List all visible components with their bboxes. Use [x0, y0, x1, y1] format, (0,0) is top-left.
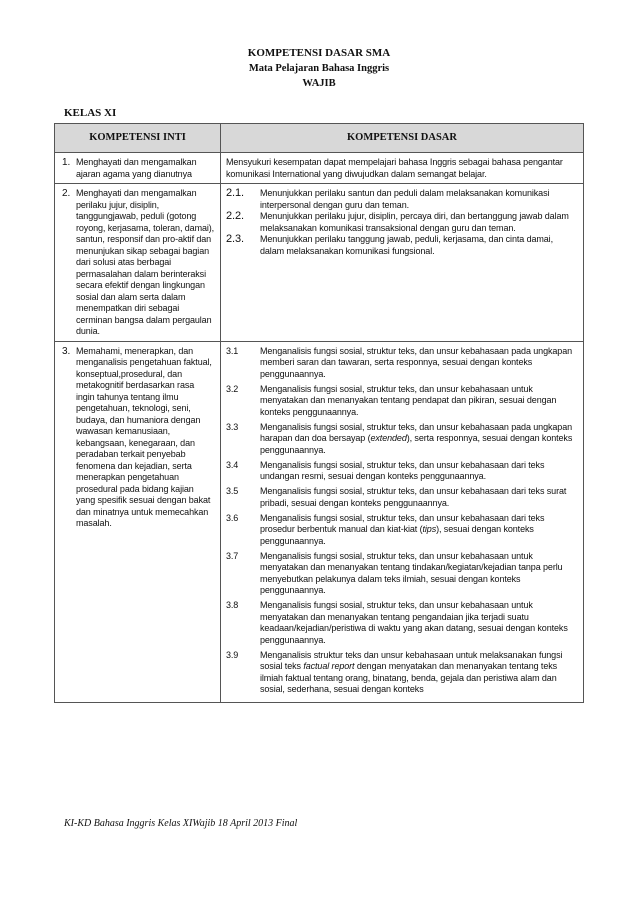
kd-item [226, 600, 576, 646]
header-kompetensi-inti: KOMPETENSI INTI [55, 124, 221, 153]
ki-text: Menghayati dan mengamalkan ajaran agama yang dianutnya [76, 157, 197, 179]
doc-title: KOMPETENSI DASAR SMA [247, 47, 391, 59]
kd-number: 2.1. [226, 187, 244, 199]
kd-text: Menganalisis fungsi sosial, struktur teks, dan unsur kebahasaan dari teks prosedur berbentuk manual dan kiat-kiat (tips), sesuai dengan konteks penggunaannya. [260, 512, 545, 546]
doc-category: WAJIB [302, 78, 336, 89]
kd-text: Menganalisis fungsi sosial, struktur teks, dan unsur kebahasaan pada ungkapan memberi saran dan tawaran, serta responnya, sesuai dengan konteks penggunaannya. [260, 345, 573, 379]
ki-cell [55, 153, 221, 184]
kd-item [226, 384, 576, 419]
document-header [0, 46, 638, 91]
doc-subject: Mata Pelajaran Bahasa Inggris [248, 63, 390, 74]
ki-cell [55, 341, 221, 703]
kd-item [226, 513, 576, 548]
kd-number: 3.9 [226, 649, 239, 660]
kd-cell [221, 184, 584, 342]
competency-table [54, 123, 584, 703]
kd-number: 2.2. [226, 210, 244, 222]
kd-number: 3.2 [226, 383, 239, 394]
kd-text: Menganalisis fungsi sosial, struktur teks, dan unsur kebahasaan untuk menyatakan dan menanyakan tentang pengandaian jika terjadi suatu keadaan/kejadian/peristiwa di waktu yang akan datang, sesuai dengan konteks penggunaannya. [260, 600, 568, 645]
kd-item [226, 211, 576, 234]
kd-text: Menganalisis fungsi sosial, struktur teks, dan unsur kebahasaan untuk menyatakan dan menanyakan tentang tindakan/kegiatan/kejadian tanpa perlu menyebutkan pelakunya dalam teks ilmiah, sesuai dengan konteks penggunaannya. [260, 550, 563, 595]
kd-item [226, 234, 576, 257]
kd-text: Menganalisis fungsi sosial, struktur teks, dan unsur kebahasaan dari teks surat pribadi, sesuai dengan konteks penggunaannya. [260, 486, 567, 508]
kd-number: 2.3. [226, 233, 244, 245]
ki-number: 1. [62, 157, 71, 168]
table-row [55, 153, 584, 184]
table-row [55, 341, 584, 703]
header-kompetensi-dasar: KOMPETENSI DASAR [221, 124, 584, 153]
kd-number: 3.8 [226, 600, 239, 610]
class-heading: KELAS XI [64, 107, 117, 119]
kd-item [226, 650, 576, 696]
kd-number: 3.7 [226, 550, 239, 561]
ki-text: Memahami, menerapkan, dan menganalisis pengetahuan faktual, konseptual,prosedural, dan metakognitif berdasarkan rasa ingin tahunya tentang ilmu pengetahuan, teknologi, seni, budaya, dan humaniora dengan wawasan kemanusiaan, kebangsaan, kenegaraan, dan peradaban terkait penyebab fenomena dan kejadian, serta menerapkan pengetahuan prosedural pada bidang kajian yang spesifik sesuai dengan bakat dan minatnya untuk memecahkan masalah. [76, 345, 212, 528]
ki-number: 3. [62, 345, 71, 357]
kd-number: 3.6 [226, 512, 239, 523]
kd-cell [221, 153, 584, 184]
kd-text: Menganalisis fungsi sosial, struktur teks, dan unsur kebahasaan dari teks undangan resmi, sesuai dengan konteks penggunaannya. [260, 459, 545, 481]
kd-item [226, 422, 576, 457]
kd-cell [221, 341, 584, 703]
kd-text: Mensyukuri kesempatan dapat mempelajari bahasa Inggris sebagai bahasa pengantar komunikasi International yang diwujudkan dalam semangat belajar. [226, 157, 563, 179]
kd-text: Menganalisis fungsi sosial, struktur teks, dan unsur kebahasaan untuk menyatakan dan menanyakan tentang pendapat dan pikiran, sesuai dengan konteks penggunaannya. [260, 383, 557, 417]
kd-number: 3.3 [226, 421, 239, 432]
kd-text: Menganalisis struktur teks dan unsur kebahasaan untuk melaksanakan fungsi sosial teks factual report dengan menyatakan dan menanyakan tentang teks ilmiah faktual tentang orang, binatang, benda, gejala dan peristiwa alam dan sosial, sederhana, sesuai dengan konteks [260, 649, 563, 694]
table-row [55, 184, 584, 342]
kd-text: Menunjukkan perilaku tanggung jawab, peduli, kerjasama, dan cinta damai, dalam melaksanakan komunikasi fungsional. [260, 234, 553, 256]
kd-number: 3.5 [226, 486, 239, 496]
kd-text: Menganalisis fungsi sosial, struktur teks, dan unsur kebahasaan pada ungkapan harapan dan doa bersayap (extended), serta responnya, sesuai dengan konteks penggunaannya. [260, 421, 573, 455]
page-footer: KI-KD Bahasa Inggris Kelas XIWajib 18 April 2013 Final [64, 818, 298, 829]
kd-item [226, 188, 576, 211]
kd-item [226, 346, 576, 381]
table-header-row [55, 124, 584, 153]
kd-number: 3.4 [226, 459, 239, 470]
kd-number: 3.1 [226, 345, 239, 356]
kd-item [226, 460, 576, 483]
ki-number: 2. [62, 188, 71, 199]
kd-item [226, 486, 576, 509]
kd-text: Menunjukkan perilaku jujur, disiplin, percaya diri, dan bertanggung jawab dalam melaksanakan komunikasi transaksional dengan guru dan teman. [260, 211, 569, 233]
ki-cell [55, 184, 221, 342]
kd-text: Menunjukkan perilaku santun dan peduli dalam melaksanakan komunikasi interpersonal dengan guru dan teman. [260, 188, 550, 210]
kd-item [226, 551, 576, 597]
ki-text: Menghayati dan mengamalkan perilaku jujur, disiplin, tanggungjawab, peduli (gotong royong, kerjasama, toleran, damai), santun, responsif dan pro-aktif dan menunjukan sikap sebagai bagian dari solusi atas berbagai permasalahan dalam berinteraksi secara efektif dengan lingkungan sosial dan alam serta dalam menempatkan diri sebagai cerminan bangsa dalam pergaulan dunia. [76, 188, 215, 336]
